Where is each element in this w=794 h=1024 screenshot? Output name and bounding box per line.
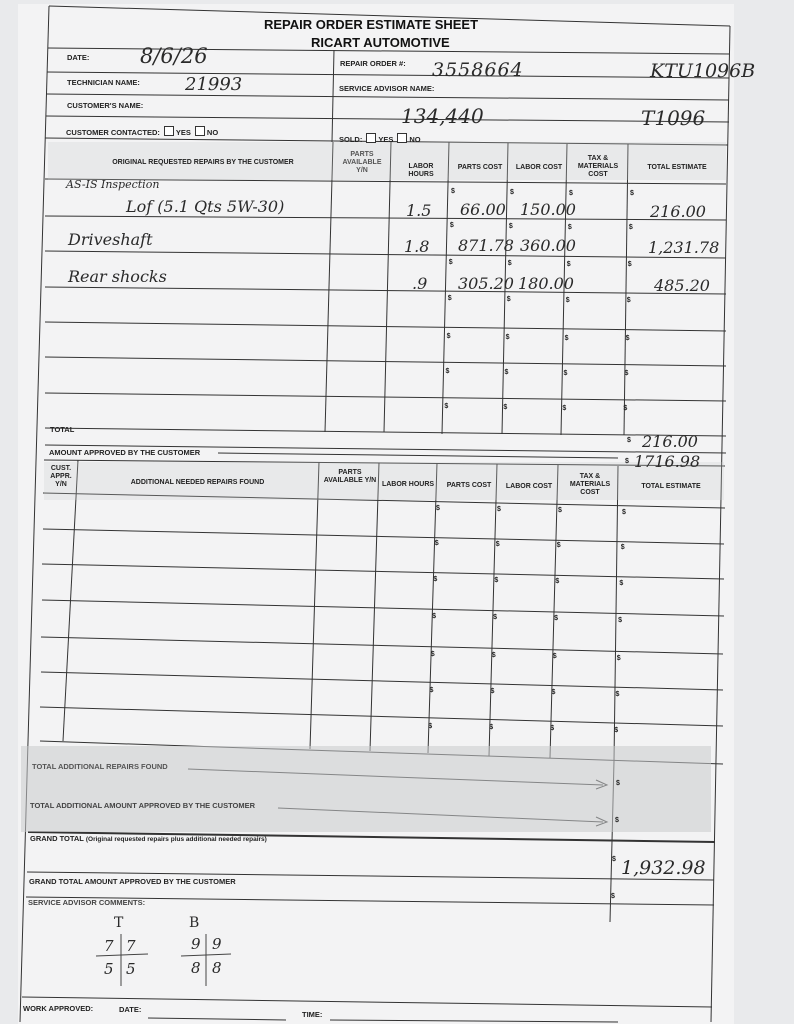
customer-contacted-label: CUSTOMER CONTACTED: <box>66 128 160 137</box>
original-dollar-sign: $ <box>623 405 628 413</box>
advisor-mileage: 134,440 <box>401 104 484 128</box>
original-dollar-sign: $ <box>627 261 632 269</box>
original-dollar-sign: $ <box>626 297 631 305</box>
additional-dollar-sign: $ <box>432 613 436 620</box>
date-value: 8/6/26 <box>140 44 208 68</box>
grand-total-value: 1,932.98 <box>621 857 706 879</box>
repair-order-value: 3558664 <box>432 59 524 81</box>
advisor-code: T1096 <box>641 106 706 130</box>
additional-dollar-sign: $ <box>490 688 495 696</box>
grand-total-dollar: $ <box>612 856 616 863</box>
row-2-hours: 1.8 <box>404 237 430 256</box>
row-3-parts: 305.20 <box>458 274 514 293</box>
total-label: TOTAL <box>50 425 75 434</box>
contacted-no-label: NO <box>206 128 219 137</box>
original-dollar-sign: $ <box>444 403 449 410</box>
additional-dollar-sign: $ <box>620 543 625 551</box>
row-1-repair: Lof (5.1 Qts 5W-30) <box>126 197 285 216</box>
row-1-labor: 150.00 <box>520 200 576 219</box>
col-add-labor-cost: LABOR COST <box>505 483 553 490</box>
additional-dollar-sign: $ <box>430 651 435 658</box>
contacted-yes-label: YES <box>175 128 191 137</box>
original-dollar-sign: $ <box>448 259 453 266</box>
work-date-label: DATE: <box>119 1005 142 1014</box>
tire-b-lf: 9 <box>191 935 201 953</box>
col-add-tax-materials: TAX & MATERIALS COST <box>569 473 611 496</box>
grand-total-row <box>30 834 267 843</box>
row-2-parts: 871.78 <box>458 236 514 255</box>
additional-dollar-sign: $ <box>622 508 626 516</box>
sold-yes-label: YES <box>378 135 394 144</box>
additional-dollar-sign: $ <box>497 506 501 514</box>
additional-dollar-sign: $ <box>428 723 433 730</box>
additional-dollar-sign: $ <box>556 542 561 550</box>
total-additional-approved-label: TOTAL ADDITIONAL AMOUNT APPROVED BY THE CUSTOMER <box>30 801 256 810</box>
col-labor-cost: LABOR COST <box>515 164 563 171</box>
row-1-total: 216.00 <box>650 202 706 221</box>
tire-t-rr: 5 <box>126 960 136 978</box>
additional-dollar-sign: $ <box>433 576 438 583</box>
additional-dollar-sign: $ <box>429 687 434 694</box>
technician-label: TECHNICIAN NAME: <box>67 78 140 87</box>
col-original-repairs: ORIGINAL REQUESTED REPAIRS BY THE CUSTOMER <box>112 159 294 166</box>
grand-approved-label: GRAND TOTAL AMOUNT APPROVED BY THE CUSTOMER <box>29 877 236 886</box>
row-1-parts: 66.00 <box>460 200 506 219</box>
additional-dollar-sign: $ <box>558 507 562 515</box>
inspection-note: AS-IS Inspection <box>66 178 160 191</box>
additional-dollar-sign: $ <box>550 725 555 733</box>
total-found-dollar: $ <box>616 780 620 787</box>
customer-name-label: CUSTOMER'S NAME: <box>67 101 144 110</box>
col-parts-cost: PARTS COST <box>457 164 503 171</box>
work-approved-label: WORK APPROVED: <box>23 1004 94 1013</box>
col-add-labor-hours: LABOR HOURS <box>381 481 435 488</box>
additional-dollar-sign: $ <box>551 689 556 697</box>
form-title: REPAIR ORDER ESTIMATE SHEET <box>264 17 479 32</box>
row-3-hours: .9 <box>412 274 428 293</box>
original-dollar-sign: $ <box>565 296 570 304</box>
additional-dollar-sign: $ <box>616 654 621 662</box>
grand-approved-dollar: $ <box>611 893 615 900</box>
original-dollar-sign: $ <box>625 335 630 343</box>
original-dollar-sign: $ <box>505 333 510 341</box>
original-dollar-sign: $ <box>510 188 514 196</box>
shaded-totals-band <box>21 746 711 832</box>
col-additional-repairs: ADDITIONAL NEEDED REPAIRS FOUND <box>130 479 265 486</box>
additional-dollar-sign: $ <box>434 540 439 547</box>
additional-dollar-sign: $ <box>555 578 560 586</box>
sold-no-label: NO <box>409 135 421 144</box>
additional-dollar-sign: $ <box>489 724 494 732</box>
original-dollar-sign: $ <box>628 224 633 232</box>
row-2-total: 1,231.78 <box>648 238 720 257</box>
original-dollar-sign: $ <box>451 188 455 195</box>
tire-b-lr: 8 <box>191 959 201 977</box>
col-total-estimate: TOTAL ESTIMATE <box>647 164 707 171</box>
company-name: RICART AUTOMOTIVE <box>311 35 450 50</box>
row-2-labor: 360.00 <box>520 236 576 255</box>
row-1-hours: 1.5 <box>406 201 432 220</box>
original-dollar-sign: $ <box>504 368 509 376</box>
additional-dollar-sign: $ <box>618 616 622 624</box>
total-approved-dollar: $ <box>615 817 619 824</box>
original-dollar-sign: $ <box>445 368 450 375</box>
total-value: 216.00 <box>642 432 698 451</box>
additional-dollar-sign: $ <box>436 505 440 512</box>
additional-dollar-sign: $ <box>614 726 619 734</box>
repair-order-code: KTU1096B <box>650 60 756 82</box>
grand-total-label: GRAND TOTAL <box>30 834 84 843</box>
original-dollar-sign: $ <box>508 222 513 230</box>
original-dollar-sign: $ <box>446 333 451 340</box>
amount-approved-label: AMOUNT APPROVED BY THE CUSTOMER <box>49 448 201 457</box>
row-3-labor: 180.00 <box>518 274 574 293</box>
additional-dollar-sign: $ <box>615 690 620 698</box>
original-dollar-sign: $ <box>563 369 568 377</box>
original-dollar-sign: $ <box>449 222 454 229</box>
original-dollar-sign: $ <box>564 334 569 342</box>
original-dollar-sign: $ <box>566 260 571 268</box>
contacted-yes-checkbox[interactable] <box>164 126 174 136</box>
sold-no-checkbox[interactable] <box>397 133 407 143</box>
technician-value: 21993 <box>185 74 243 95</box>
approved-value: 1716.98 <box>634 452 701 471</box>
original-dollar-sign: $ <box>562 404 567 412</box>
col-add-parts-available: PARTS AVAILABLE Y/N <box>323 469 377 484</box>
original-dollar-sign: $ <box>507 259 512 267</box>
sold-row <box>339 133 421 144</box>
estimate-sheet <box>18 4 756 1024</box>
repair-order-label: REPAIR ORDER #: <box>340 59 406 68</box>
tire-t-rf: 7 <box>126 937 136 955</box>
col-parts-available: PARTS AVAILABLE Y/N <box>342 151 382 174</box>
tire-b-label: B <box>189 915 200 931</box>
customer-contacted-row <box>66 126 218 137</box>
row-3-repair: Rear shocks <box>68 267 167 286</box>
original-dollar-sign: $ <box>624 370 629 378</box>
original-dollar-sign: $ <box>630 190 634 198</box>
original-dollar-sign: $ <box>567 223 572 231</box>
col-add-parts-cost: PARTS COST <box>446 482 492 489</box>
sold-label: SOLD: <box>339 135 363 144</box>
original-dollar-sign: $ <box>503 403 508 411</box>
service-advisor-comments-label: SERVICE ADVISOR COMMENTS: <box>28 898 146 907</box>
approved-dollar: $ <box>625 458 629 465</box>
service-advisor-label: SERVICE ADVISOR NAME: <box>339 84 435 93</box>
additional-dollar-sign: $ <box>493 614 497 622</box>
original-dollar-sign: $ <box>506 295 511 303</box>
row-2-repair: Driveshaft <box>68 230 153 249</box>
total-additional-found-label: TOTAL ADDITIONAL REPAIRS FOUND <box>32 762 168 771</box>
tire-t-lf: 7 <box>104 937 114 955</box>
tire-b-rr: 8 <box>212 959 222 977</box>
tire-t-lr: 5 <box>104 960 114 978</box>
row-3-total: 485.20 <box>654 276 710 295</box>
tire-b-rf: 9 <box>212 935 222 953</box>
additional-dollar-sign: $ <box>619 579 624 587</box>
col-tax-materials: TAX & MATERIALS COST <box>577 155 619 178</box>
tire-t-label: T <box>114 915 124 931</box>
additional-dollar-sign: $ <box>552 653 557 661</box>
additional-dollar-sign: $ <box>495 541 500 549</box>
col-cust-approved: CUST. APPR. Y/N <box>50 465 72 488</box>
contacted-no-checkbox[interactable] <box>195 126 205 136</box>
additional-dollar-sign: $ <box>554 615 558 623</box>
original-dollar-sign: $ <box>569 189 573 197</box>
original-dollar-sign: $ <box>447 295 452 302</box>
date-label: DATE: <box>67 53 90 62</box>
col-labor-hours: LABOR HOURS <box>408 163 434 178</box>
col-add-total-estimate: TOTAL ESTIMATE <box>641 483 701 490</box>
grand-total-note: (Original requested repairs plus additional needed repairs) <box>85 836 267 843</box>
work-time-label: TIME: <box>302 1010 323 1019</box>
sold-yes-checkbox[interactable] <box>366 133 376 143</box>
additional-dollar-sign: $ <box>491 652 496 660</box>
total-dollar: $ <box>627 437 631 444</box>
additional-dollar-sign: $ <box>494 577 499 585</box>
